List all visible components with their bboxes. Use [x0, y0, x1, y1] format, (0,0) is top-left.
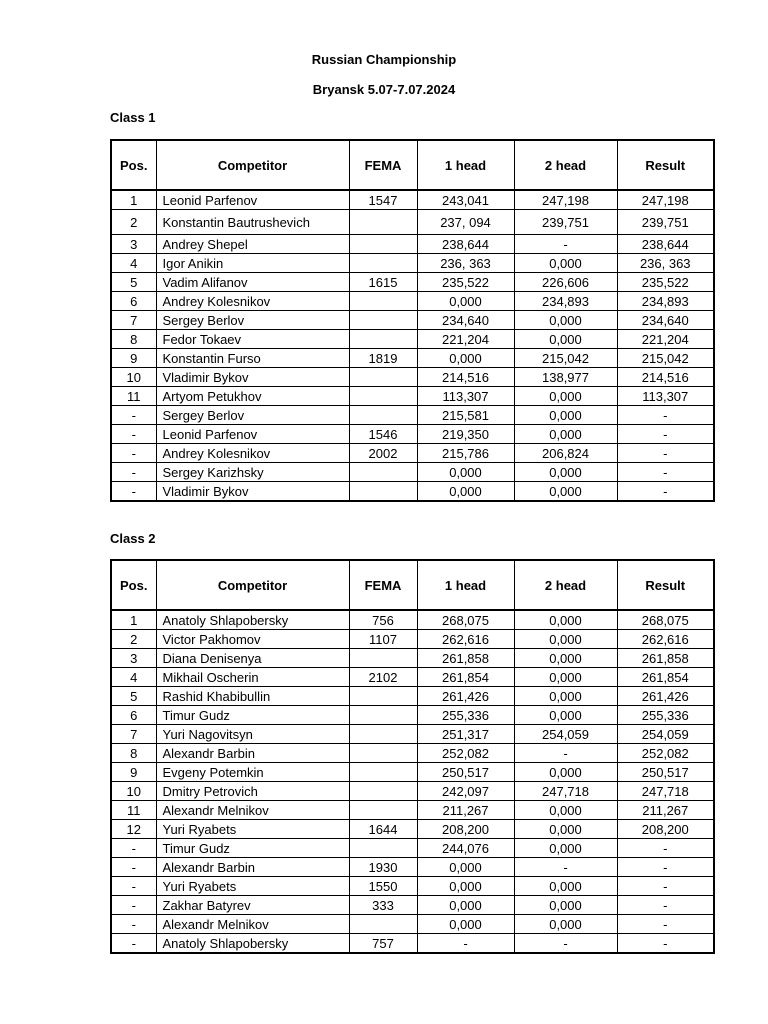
cell-result: - — [617, 425, 714, 444]
cell-pos: 9 — [111, 763, 156, 782]
cell-fema — [349, 463, 417, 482]
table-header-row — [111, 140, 714, 190]
cell-competitor: Konstantin Furso — [156, 349, 349, 368]
table-row — [111, 610, 714, 630]
cell-result: - — [617, 915, 714, 934]
cell-pos: 10 — [111, 782, 156, 801]
class-1-label: Class 1 — [110, 110, 156, 125]
cell-competitor: Vladimir Bykov — [156, 368, 349, 387]
cell-2-head: 0,000 — [514, 820, 617, 839]
cell-pos: 9 — [111, 349, 156, 368]
cell-competitor: Mikhail Oscherin — [156, 668, 349, 687]
cell-2-head: 206,824 — [514, 444, 617, 463]
cell-2-head: 0,000 — [514, 801, 617, 820]
cell-result: 214,516 — [617, 368, 714, 387]
cell-competitor: Victor Pakhomov — [156, 630, 349, 649]
cell-result: - — [617, 839, 714, 858]
cell-pos: 6 — [111, 706, 156, 725]
header-pos: Pos. — [111, 560, 156, 610]
cell-pos: - — [111, 896, 156, 915]
cell-1-head: 243,041 — [417, 190, 514, 210]
table-row — [111, 934, 714, 954]
cell-result: - — [617, 444, 714, 463]
cell-competitor: Andrey Kolesnikov — [156, 292, 349, 311]
cell-fema: 1644 — [349, 820, 417, 839]
header-pos: Pos. — [111, 140, 156, 190]
cell-fema — [349, 235, 417, 254]
table-row — [111, 482, 714, 502]
cell-fema: 2002 — [349, 444, 417, 463]
cell-2-head: 0,000 — [514, 896, 617, 915]
cell-2-head: 0,000 — [514, 649, 617, 668]
cell-competitor: Sergey Berlov — [156, 406, 349, 425]
cell-2-head: 0,000 — [514, 763, 617, 782]
cell-competitor: Alexandr Melnikov — [156, 801, 349, 820]
header-competitor: Competitor — [156, 560, 349, 610]
table-row — [111, 820, 714, 839]
cell-1-head: 238,644 — [417, 235, 514, 254]
cell-pos: 8 — [111, 330, 156, 349]
header-2-head: 2 head — [514, 560, 617, 610]
cell-2-head: 0,000 — [514, 915, 617, 934]
cell-1-head: 255,336 — [417, 706, 514, 725]
cell-pos: 1 — [111, 190, 156, 210]
cell-fema: 1547 — [349, 190, 417, 210]
table-row — [111, 630, 714, 649]
table-row — [111, 687, 714, 706]
cell-1-head: 235,522 — [417, 273, 514, 292]
cell-2-head: 254,059 — [514, 725, 617, 744]
cell-competitor: Sergey Karizhsky — [156, 463, 349, 482]
cell-1-head: 0,000 — [417, 349, 514, 368]
cell-pos: - — [111, 463, 156, 482]
header-fema: FEMA — [349, 140, 417, 190]
cell-fema — [349, 725, 417, 744]
table-row — [111, 706, 714, 725]
cell-1-head: 261,858 — [417, 649, 514, 668]
cell-1-head: 242,097 — [417, 782, 514, 801]
cell-pos: - — [111, 915, 156, 934]
header-1-head: 1 head — [417, 140, 514, 190]
cell-fema — [349, 839, 417, 858]
cell-fema: 2102 — [349, 668, 417, 687]
cell-pos: 5 — [111, 687, 156, 706]
table-row — [111, 744, 714, 763]
cell-result: 236, 363 — [617, 254, 714, 273]
cell-pos: 7 — [111, 311, 156, 330]
cell-2-head: 215,042 — [514, 349, 617, 368]
cell-result: 238,644 — [617, 235, 714, 254]
cell-fema: 757 — [349, 934, 417, 954]
cell-pos: - — [111, 934, 156, 954]
table-row — [111, 877, 714, 896]
cell-1-head: 251,317 — [417, 725, 514, 744]
cell-pos: 7 — [111, 725, 156, 744]
cell-2-head: 0,000 — [514, 630, 617, 649]
cell-1-head: 214,516 — [417, 368, 514, 387]
cell-competitor: Alexandr Barbin — [156, 744, 349, 763]
cell-1-head: 0,000 — [417, 915, 514, 934]
cell-1-head: 0,000 — [417, 896, 514, 915]
cell-result: 247,198 — [617, 190, 714, 210]
table-row — [111, 210, 714, 235]
cell-1-head: 0,000 — [417, 858, 514, 877]
cell-competitor: Konstantin Bautrushevich — [156, 210, 349, 235]
cell-2-head: 0,000 — [514, 839, 617, 858]
cell-2-head: 247,718 — [514, 782, 617, 801]
cell-result: - — [617, 934, 714, 954]
cell-result: 239,751 — [617, 210, 714, 235]
cell-result: 234,893 — [617, 292, 714, 311]
table-row — [111, 387, 714, 406]
cell-2-head: 0,000 — [514, 668, 617, 687]
cell-fema — [349, 649, 417, 668]
document-title: Russian Championship — [311, 52, 457, 67]
table-row — [111, 649, 714, 668]
cell-pos: - — [111, 406, 156, 425]
cell-1-head: 0,000 — [417, 463, 514, 482]
cell-fema — [349, 687, 417, 706]
cell-pos: 3 — [111, 235, 156, 254]
cell-2-head: 226,606 — [514, 273, 617, 292]
cell-pos: 11 — [111, 801, 156, 820]
cell-result: 234,640 — [617, 311, 714, 330]
cell-1-head: 0,000 — [417, 292, 514, 311]
cell-competitor: Alexandr Melnikov — [156, 915, 349, 934]
table-row — [111, 725, 714, 744]
table-row — [111, 782, 714, 801]
header-2-head: 2 head — [514, 140, 617, 190]
cell-fema — [349, 763, 417, 782]
cell-2-head: 0,000 — [514, 706, 617, 725]
header-1-head: 1 head — [417, 560, 514, 610]
cell-competitor: Zakhar Batyrev — [156, 896, 349, 915]
cell-competitor: Dmitry Petrovich — [156, 782, 349, 801]
cell-1-head: 261,426 — [417, 687, 514, 706]
cell-pos: 8 — [111, 744, 156, 763]
cell-pos: 6 — [111, 292, 156, 311]
cell-pos: 2 — [111, 630, 156, 649]
cell-result: 261,426 — [617, 687, 714, 706]
cell-1-head: 244,076 — [417, 839, 514, 858]
cell-pos: - — [111, 877, 156, 896]
cell-fema — [349, 311, 417, 330]
cell-2-head: 0,000 — [514, 425, 617, 444]
cell-fema — [349, 706, 417, 725]
cell-fema — [349, 292, 417, 311]
table-row — [111, 801, 714, 820]
cell-result: 113,307 — [617, 387, 714, 406]
cell-competitor: Yuri Nagovitsyn — [156, 725, 349, 744]
header-fema: FEMA — [349, 560, 417, 610]
cell-fema — [349, 387, 417, 406]
cell-fema — [349, 254, 417, 273]
cell-1-head: 0,000 — [417, 877, 514, 896]
cell-pos: 4 — [111, 668, 156, 687]
cell-1-head: 262,616 — [417, 630, 514, 649]
cell-2-head: 0,000 — [514, 877, 617, 896]
cell-1-head: 252,082 — [417, 744, 514, 763]
cell-result: 211,267 — [617, 801, 714, 820]
table-row — [111, 896, 714, 915]
cell-competitor: Sergey Berlov — [156, 311, 349, 330]
cell-fema: 1550 — [349, 877, 417, 896]
cell-fema — [349, 801, 417, 820]
table-row — [111, 406, 714, 425]
cell-fema — [349, 482, 417, 502]
cell-result: - — [617, 482, 714, 502]
cell-competitor: Andrey Kolesnikov — [156, 444, 349, 463]
cell-competitor: Andrey Shepel — [156, 235, 349, 254]
cell-1-head: 221,204 — [417, 330, 514, 349]
cell-2-head: 0,000 — [514, 687, 617, 706]
cell-1-head: 215,581 — [417, 406, 514, 425]
cell-1-head: 219,350 — [417, 425, 514, 444]
table-row — [111, 292, 714, 311]
header-competitor: Competitor — [156, 140, 349, 190]
table-row — [111, 190, 714, 210]
cell-1-head: 208,200 — [417, 820, 514, 839]
cell-result: 250,517 — [617, 763, 714, 782]
cell-competitor: Vladimir Bykov — [156, 482, 349, 502]
cell-1-head: 113,307 — [417, 387, 514, 406]
cell-fema: 1546 — [349, 425, 417, 444]
cell-result: 208,200 — [617, 820, 714, 839]
cell-fema — [349, 744, 417, 763]
cell-fema — [349, 915, 417, 934]
cell-competitor: Artyom Petukhov — [156, 387, 349, 406]
cell-pos: 5 — [111, 273, 156, 292]
cell-2-head: 0,000 — [514, 254, 617, 273]
cell-competitor: Evgeny Potemkin — [156, 763, 349, 782]
table-header-row — [111, 560, 714, 610]
cell-1-head: 250,517 — [417, 763, 514, 782]
cell-competitor: Igor Anikin — [156, 254, 349, 273]
cell-2-head: 0,000 — [514, 311, 617, 330]
table-row — [111, 273, 714, 292]
cell-result: 254,059 — [617, 725, 714, 744]
cell-result: - — [617, 896, 714, 915]
table-row — [111, 425, 714, 444]
cell-fema: 1615 — [349, 273, 417, 292]
table-row — [111, 668, 714, 687]
cell-pos: - — [111, 444, 156, 463]
cell-competitor: Alexandr Barbin — [156, 858, 349, 877]
cell-competitor: Leonid Parfenov — [156, 425, 349, 444]
cell-fema — [349, 210, 417, 235]
cell-pos: 12 — [111, 820, 156, 839]
cell-competitor: Fedor Tokaev — [156, 330, 349, 349]
cell-pos: - — [111, 425, 156, 444]
cell-2-head: 0,000 — [514, 387, 617, 406]
cell-competitor: Anatoly Shlapobersky — [156, 934, 349, 954]
document-subtitle: Bryansk 5.07-7.07.2024 — [312, 82, 456, 97]
table-row — [111, 915, 714, 934]
class-2-table — [110, 559, 715, 954]
cell-fema: 1930 — [349, 858, 417, 877]
cell-pos: - — [111, 839, 156, 858]
cell-pos: 10 — [111, 368, 156, 387]
table-row — [111, 463, 714, 482]
table-row — [111, 368, 714, 387]
cell-fema — [349, 368, 417, 387]
table-row — [111, 235, 714, 254]
cell-1-head: 236, 363 — [417, 254, 514, 273]
cell-result: 261,854 — [617, 668, 714, 687]
cell-2-head: - — [514, 934, 617, 954]
cell-2-head: 0,000 — [514, 610, 617, 630]
cell-2-head: 0,000 — [514, 330, 617, 349]
table-row — [111, 839, 714, 858]
cell-result: - — [617, 406, 714, 425]
cell-2-head: - — [514, 235, 617, 254]
cell-1-head: 234,640 — [417, 311, 514, 330]
cell-competitor: Rashid Khabibullin — [156, 687, 349, 706]
cell-1-head: 211,267 — [417, 801, 514, 820]
cell-2-head: 138,977 — [514, 368, 617, 387]
cell-fema — [349, 406, 417, 425]
cell-2-head: 247,198 — [514, 190, 617, 210]
cell-fema: 1819 — [349, 349, 417, 368]
cell-1-head: 268,075 — [417, 610, 514, 630]
header-result: Result — [617, 140, 714, 190]
table-row — [111, 254, 714, 273]
cell-fema — [349, 330, 417, 349]
table-row — [111, 763, 714, 782]
cell-result: 221,204 — [617, 330, 714, 349]
cell-pos: 3 — [111, 649, 156, 668]
cell-result: 215,042 — [617, 349, 714, 368]
cell-pos: 11 — [111, 387, 156, 406]
cell-competitor: Timur Gudz — [156, 706, 349, 725]
cell-2-head: 234,893 — [514, 292, 617, 311]
cell-competitor: Yuri Ryabets — [156, 877, 349, 896]
cell-1-head: 215,786 — [417, 444, 514, 463]
cell-competitor: Vadim Alifanov — [156, 273, 349, 292]
cell-2-head: 0,000 — [514, 482, 617, 502]
cell-1-head: 261,854 — [417, 668, 514, 687]
class-2-label: Class 2 — [110, 531, 156, 546]
cell-pos: - — [111, 482, 156, 502]
cell-2-head: - — [514, 858, 617, 877]
cell-fema: 1107 — [349, 630, 417, 649]
cell-result: - — [617, 858, 714, 877]
cell-result: - — [617, 877, 714, 896]
class-1-table — [110, 139, 715, 502]
cell-pos: 2 — [111, 210, 156, 235]
cell-2-head: 0,000 — [514, 406, 617, 425]
cell-result: 255,336 — [617, 706, 714, 725]
cell-result: 252,082 — [617, 744, 714, 763]
table-row — [111, 330, 714, 349]
cell-competitor: Yuri Ryabets — [156, 820, 349, 839]
table-row — [111, 311, 714, 330]
cell-2-head: - — [514, 744, 617, 763]
cell-result: 268,075 — [617, 610, 714, 630]
cell-result: 235,522 — [617, 273, 714, 292]
cell-result: 261,858 — [617, 649, 714, 668]
table-row — [111, 858, 714, 877]
cell-result: - — [617, 463, 714, 482]
cell-1-head: 0,000 — [417, 482, 514, 502]
cell-competitor: Diana Denisenya — [156, 649, 349, 668]
table-row — [111, 444, 714, 463]
cell-pos: 1 — [111, 610, 156, 630]
cell-fema: 333 — [349, 896, 417, 915]
cell-fema: 756 — [349, 610, 417, 630]
cell-competitor: Timur Gudz — [156, 839, 349, 858]
cell-competitor: Leonid Parfenov — [156, 190, 349, 210]
cell-pos: - — [111, 858, 156, 877]
table-row — [111, 349, 714, 368]
header-result: Result — [617, 560, 714, 610]
cell-1-head: 237, 094 — [417, 210, 514, 235]
cell-1-head: - — [417, 934, 514, 954]
cell-pos: 4 — [111, 254, 156, 273]
cell-2-head: 239,751 — [514, 210, 617, 235]
cell-result: 262,616 — [617, 630, 714, 649]
cell-2-head: 0,000 — [514, 463, 617, 482]
cell-result: 247,718 — [617, 782, 714, 801]
cell-fema — [349, 782, 417, 801]
cell-competitor: Anatoly Shlapobersky — [156, 610, 349, 630]
